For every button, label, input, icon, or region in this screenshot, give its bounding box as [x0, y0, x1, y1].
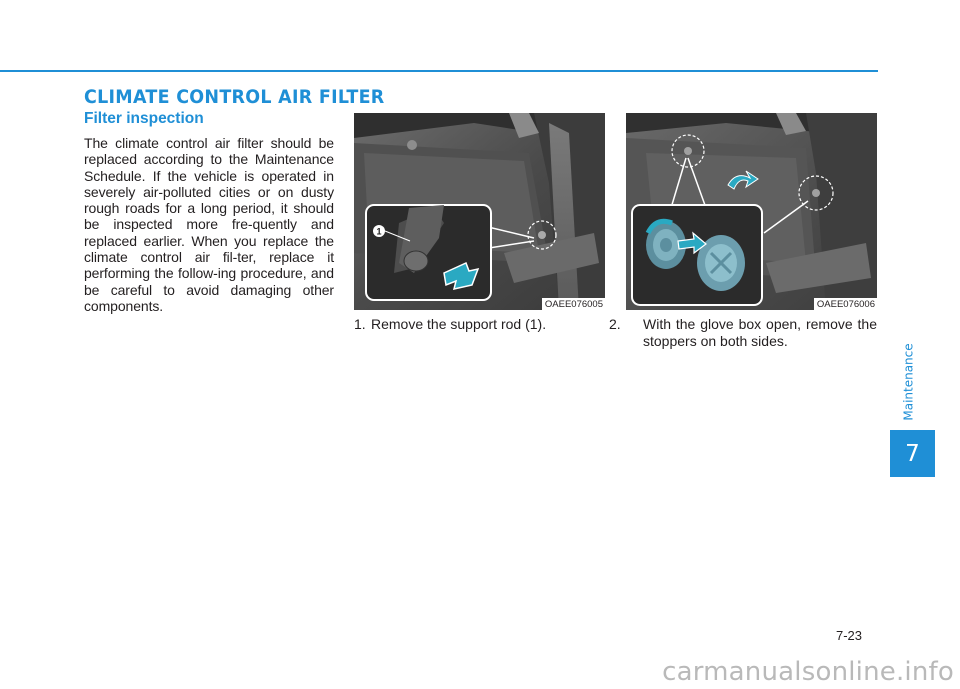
subsection-title: Filter inspection — [84, 110, 204, 127]
header-rule — [0, 70, 878, 72]
step-2 — [609, 316, 877, 350]
figure-stoppers — [626, 113, 877, 310]
chapter-side-label-text: Maintenance — [902, 343, 916, 421]
figure-support-rod — [354, 113, 605, 310]
body-paragraph: The climate control air filter should be replaced according to the Maintenance Schedule. If the vehicle is operated in severely air-polluted cities or on dusty rough roads for a long period, it should be inspected more fre-quently and replaced earlier. When you replace the climate control air fil-ter, replace it performing the follow-ing procedure, and be careful to avoid damaging other components. — [84, 135, 334, 314]
chapter-tab: 7 — [890, 430, 935, 477]
page-number: 7-23 — [836, 628, 863, 643]
chapter-side-label — [899, 337, 919, 427]
step-text: Remove the support rod (1). — [371, 316, 547, 332]
callout-number: 1 — [376, 226, 382, 237]
support-rod-illustration — [354, 113, 605, 310]
stoppers-illustration — [626, 113, 877, 310]
step-number: 2. — [609, 316, 621, 332]
step-text: With the glove box open, remove the stoppers on both sides. — [643, 316, 877, 349]
figure-code: OAEE076005 — [542, 298, 605, 310]
step-number: 1. — [354, 316, 366, 332]
section-title: CLIMATE CONTROL AIR FILTER — [84, 86, 385, 108]
step-1 — [354, 316, 546, 333]
figure-code: OAEE076006 — [814, 298, 877, 310]
watermark: carmanualsonline.info — [662, 657, 954, 687]
